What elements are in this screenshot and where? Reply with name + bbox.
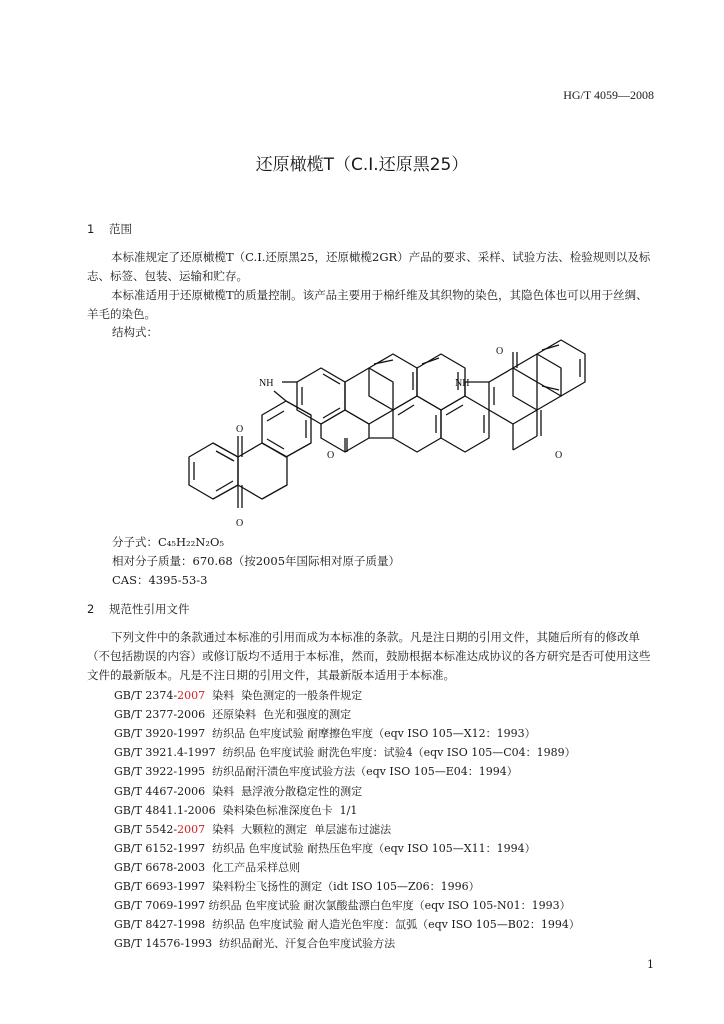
reference-title: 染料 悬浮液分散稳定性的测定 (205, 784, 363, 798)
section-1-title: 范围 (109, 222, 132, 236)
section-2-title: 规范性引用文件 (109, 602, 190, 616)
reference-title: 纺织品 色牢度试验 耐摩擦色牢度（eqv ISO 105—X12：1993） (205, 727, 536, 741)
reference-title: 染料染色标准深度色卡 1/1 (215, 803, 358, 817)
reference-title: 化工产品采样总则 (205, 860, 301, 874)
reference-item (114, 725, 536, 741)
reference-item (114, 916, 580, 932)
section-2-heading (87, 601, 190, 617)
reference-code: GB/T 14576-1993 (114, 937, 213, 951)
cas-number: CAS：4395-53-3 (112, 573, 208, 587)
reference-item (114, 897, 571, 913)
oxygen-label: O (496, 346, 504, 357)
reference-code: GB/T 4841.1-2006 (114, 803, 216, 817)
reference-item (114, 859, 300, 875)
reference-title: 染料粉尘飞扬性的测定（idt ISO 105—Z06：1996） (205, 880, 480, 893)
structural-formula (160, 338, 610, 530)
reference-item (114, 744, 576, 760)
reference-item (114, 935, 395, 951)
reference-item (114, 821, 391, 837)
oxygen-label: O (327, 450, 335, 461)
references-paragraph: 下列文件中的条款通过本标准的引用而成为本标准的条款。凡是注日期的引用文件，其随后所有的修改单（不包括勘误的内容）或修订版均不适用于本标准，然而，鼓励根据本标准达成协议的各方研究是否可使用这些文件的最新版本。凡是不注日期的引用文件，其最新版本适用于本标准。 (87, 630, 651, 682)
page-number: 1 (647, 958, 654, 971)
reference-code: GB/T 4467-2006 (114, 784, 206, 798)
reference-code: GB/T 6152-1997 (114, 841, 206, 855)
reference-code: GB/T 3921.4-1997 (114, 746, 216, 760)
nh-label-left: NH (259, 378, 274, 389)
reference-item (114, 840, 536, 856)
reference-year: 2007 (177, 822, 206, 836)
structure-label: 结构式： (112, 325, 158, 339)
reference-item (114, 706, 351, 722)
reference-title: 染料 大颗粒的测定 单层滤布过滤法 (205, 822, 392, 836)
reference-item (114, 878, 480, 894)
reference-code: GB/T 7069-1997 (114, 899, 206, 913)
oxygen-label: O (555, 450, 563, 461)
reference-title: 纺织品 色牢度试验 耐次氯酸盐漂白色牢度（eqv ISO 105-N01：1993） (205, 899, 571, 913)
reference-year: 2007 (177, 689, 206, 702)
reference-title: 纺织品耐光、汗复合色牢度试验方法 (212, 937, 396, 951)
reference-code: GB/T 2374- (114, 689, 178, 702)
reference-code: GB/T 8427-1998 (114, 918, 206, 932)
section-1-number: 1 (87, 222, 95, 236)
reference-item (114, 783, 362, 799)
oxygen-label: O (236, 424, 244, 435)
reference-item (114, 763, 518, 779)
molecular-formula: 分子式：C₄₅H₂₂N₂O₅ (112, 535, 224, 549)
reference-title: 纺织品耐汗渍色牢度试验方法（eqv ISO 105—E04：1994） (205, 765, 518, 779)
oxygen-label: O (236, 518, 244, 529)
standard-code: HG/T 4059—2008 (563, 88, 654, 102)
reference-item (114, 687, 362, 703)
nh-label-right: NH (455, 378, 470, 389)
reference-item (114, 802, 357, 818)
reference-title: 纺织品 色牢度试验 耐洗色牢度：试验4（eqv ISO 105—C04：1989） (215, 746, 576, 760)
section-2-number: 2 (87, 602, 95, 616)
reference-code: GB/T 5542- (114, 822, 178, 836)
reference-code: GB/T 3922-1995 (114, 765, 206, 779)
reference-code: GB/T 6693-1997 (114, 880, 206, 893)
reference-title: 纺织品 色牢度试验 耐人造光色牢度：氙弧（eqv ISO 105—B02：1994） (205, 918, 580, 932)
reference-code: GB/T 6678-2003 (114, 860, 206, 874)
scope-paragraph-1: 本标准规定了还原橄榄T（C.I.还原黑25，还原橄榄2GR）产品的要求、采样、试验方法、检验规则以及标志、标签、包装、运输和贮存。 (87, 250, 651, 283)
molecular-mass: 相对分子质量：670.68（按2005年国际相对原子质量） (112, 554, 401, 568)
reference-title: 染料 染色测定的一般条件规定 (205, 689, 363, 702)
reference-title: 纺织品 色牢度试验 耐热压色牢度（eqv ISO 105—X11：1994） (205, 841, 536, 855)
reference-title: 还原染料 色光和强度的测定 (205, 708, 352, 722)
scope-paragraph-2: 本标准适用于还原橄榄T的质量控制。该产品主要用于棉纤维及其织物的染色，其隐色体也可以用于丝绸、羊毛的染色。 (87, 288, 648, 321)
reference-code: GB/T 3920-1997 (114, 727, 206, 741)
reference-code: GB/T 2377-2006 (114, 708, 206, 722)
section-1-heading (87, 221, 132, 237)
document-title: 还原橄榄T（C.I.还原黑25） (255, 155, 469, 175)
